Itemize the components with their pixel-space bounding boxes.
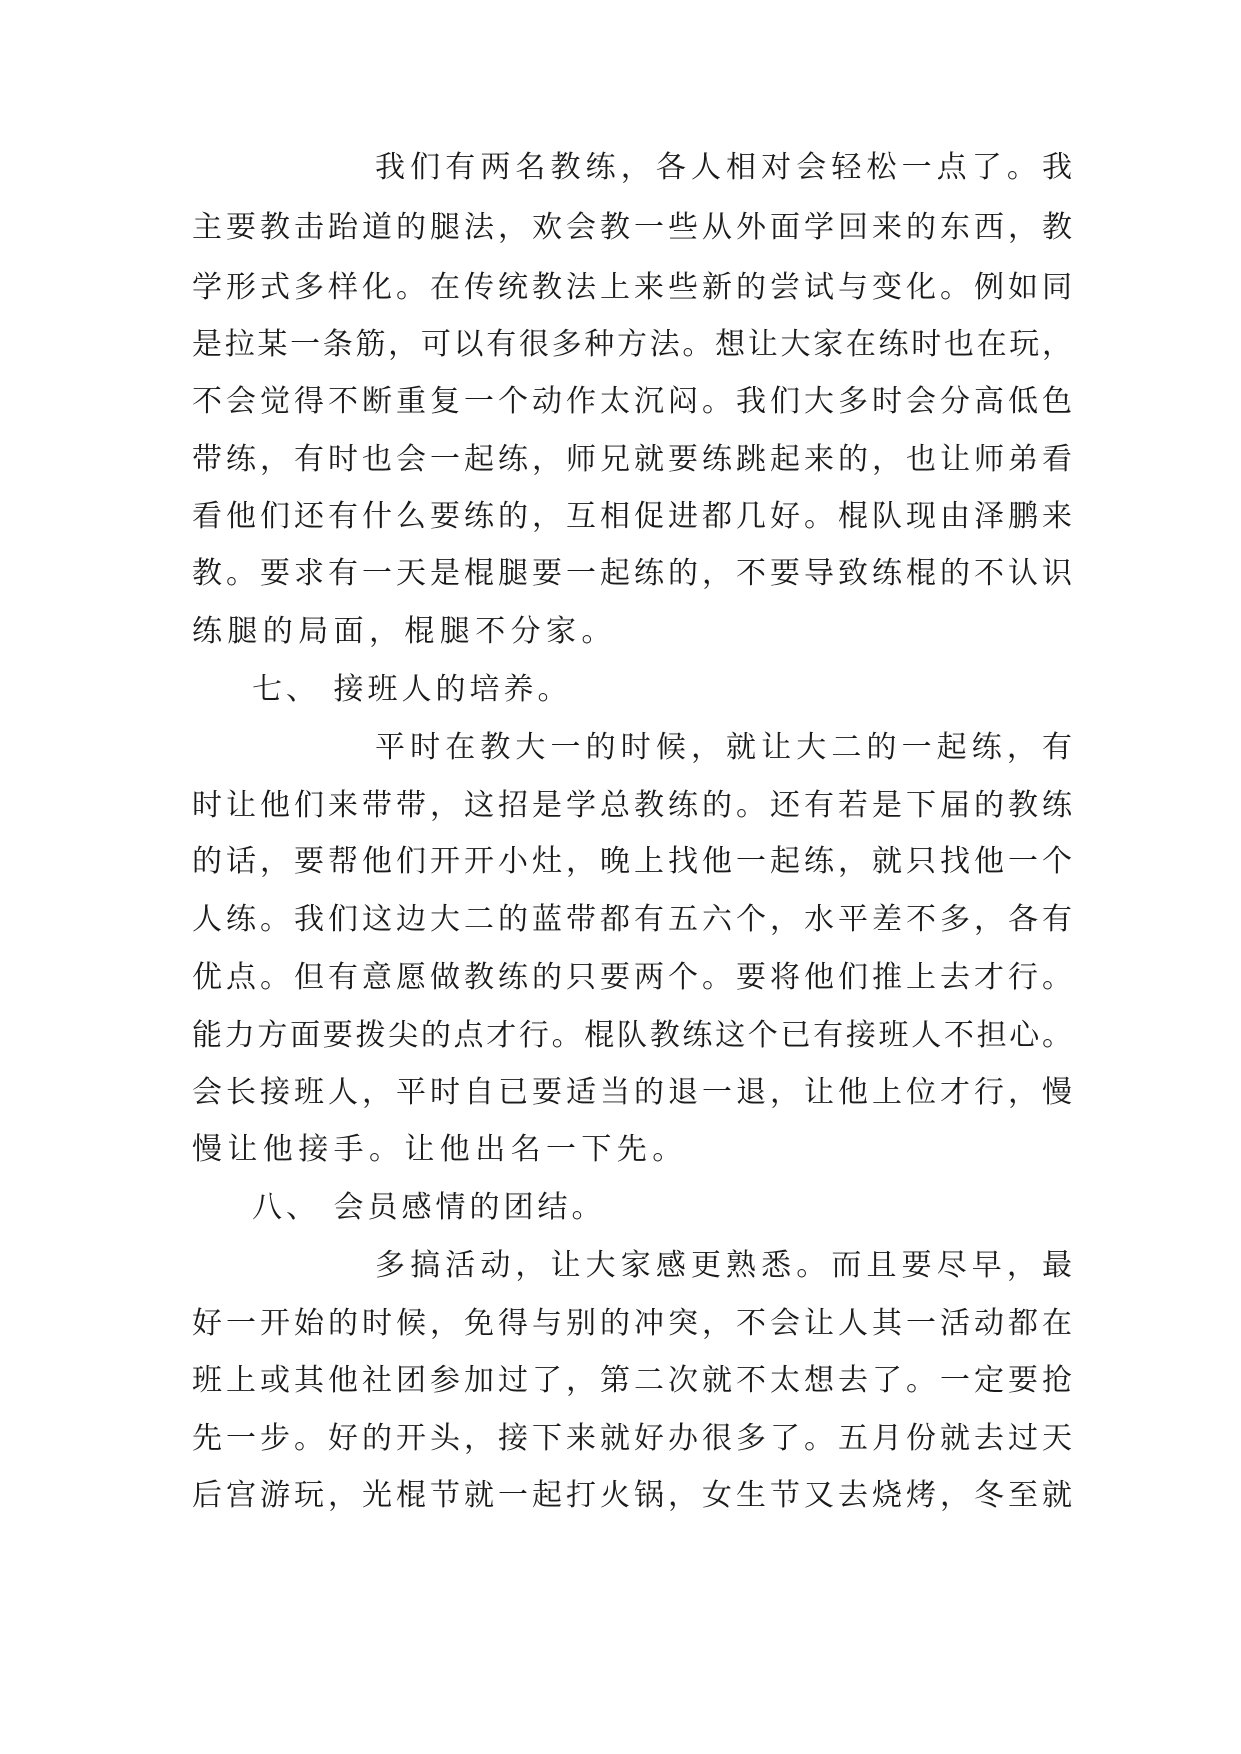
paragraph-2-line-2: 时让他们来带带，这招是学总教练的。还有若是下届的教练 — [192, 788, 1072, 823]
paragraph-3-line-3: 班上或其他社团参加过了，第二次就不太想去了。一定要抢 — [192, 1363, 1072, 1398]
paragraph-3-line-4: 先一步。好的开头，接下来就好办很多了。五月份就去过天 — [192, 1421, 1072, 1456]
paragraph-1-line-5: 不会觉得不断重复一个动作太沉闷。我们大多时会分高低色 — [192, 384, 1072, 419]
paragraph-1-line-9: 练腿的局面，棍腿不分家。 — [192, 614, 617, 649]
paragraph-3-line-1: 多搞活动，让大家感更熟悉。而且要尽早，最 — [375, 1248, 1072, 1283]
paragraph-1-line-1: 我们有两名教练，各人相对会轻松一点了。我 — [375, 150, 1072, 185]
paragraph-1-line-4: 是拉某一条筋，可以有很多种方法。想让大家在练时也在玩， — [192, 327, 1072, 362]
paragraph-2-line-3: 的话，要帮他们开开小灶，晚上找他一起练，就只找他一个 — [192, 844, 1072, 879]
paragraph-2-line-6: 能力方面要拨尖的点才行。棍队教练这个已有接班人不担心。 — [192, 1018, 1072, 1053]
paragraph-1-line-8: 教。要求有一天是棍腿要一起练的，不要导致练棍的不认识 — [192, 556, 1072, 591]
section-heading-8: 八、 会员感情的团结。 — [252, 1190, 606, 1225]
paragraph-1-line-2: 主要教击跆道的腿法，欢会教一些从外面学回来的东西，教 — [192, 210, 1072, 245]
paragraph-2-line-1: 平时在教大一的时候，就让大二的一起练，有 — [375, 730, 1072, 765]
paragraph-1-line-7: 看他们还有什么要练的，互相促进都几好。棍队现由泽鹏来 — [192, 499, 1072, 534]
section-heading-7: 七、 接班人的培养。 — [252, 672, 572, 707]
paragraph-2-line-4: 人练。我们这边大二的蓝带都有五六个，水平差不多，各有 — [192, 902, 1072, 937]
paragraph-1-line-3: 学形式多样化。在传统教法上来些新的尝试与变化。例如同 — [192, 270, 1072, 305]
paragraph-2-line-7: 会长接班人，平时自已要适当的退一退，让他上位才行，慢 — [192, 1075, 1072, 1110]
paragraph-3-line-2: 好一开始的时候，免得与别的冲突，不会让人其一活动都在 — [192, 1306, 1072, 1341]
paragraph-3-line-5: 后宫游玩，光棍节就一起打火锅，女生节又去烧烤，冬至就 — [192, 1478, 1072, 1513]
paragraph-1-line-6: 带练，有时也会一起练，师兄就要练跳起来的，也让师弟看 — [192, 442, 1072, 477]
paragraph-2-line-5: 优点。但有意愿做教练的只要两个。要将他们推上去才行。 — [192, 960, 1072, 995]
paragraph-2-line-8: 慢让他接手。让他出名一下先。 — [192, 1132, 688, 1167]
